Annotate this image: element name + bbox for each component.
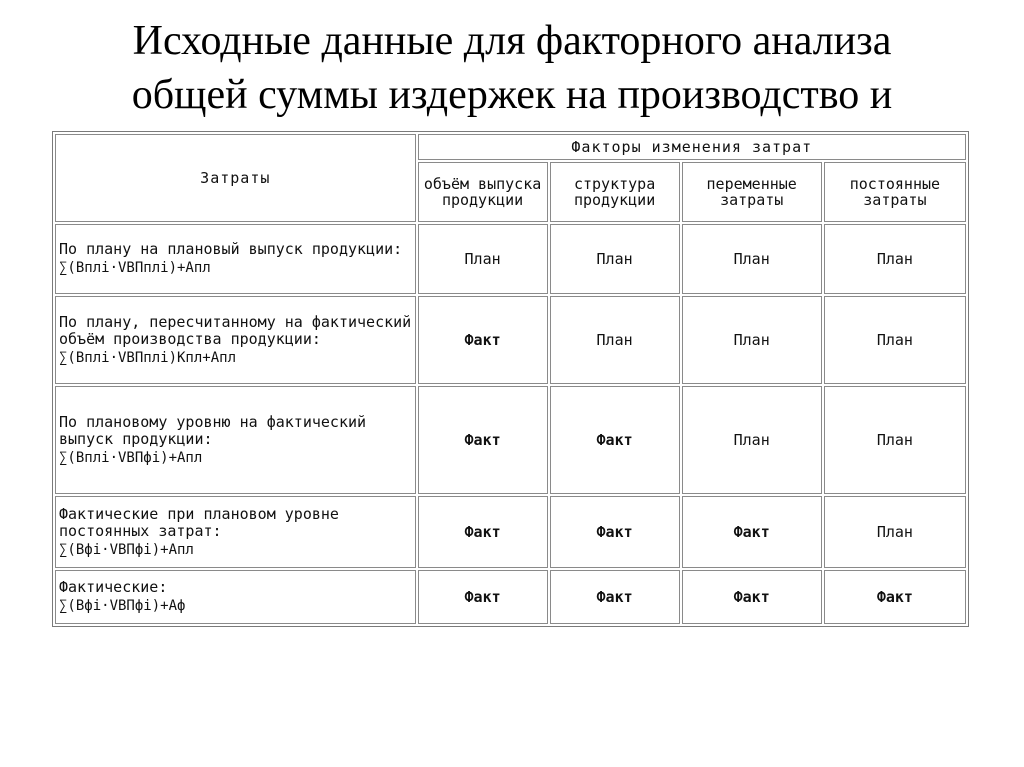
table-row [55,224,966,294]
table-cell: План [550,224,680,294]
table-cell: Факт [418,496,548,568]
row-label [55,570,416,624]
table-cell: План [824,386,966,494]
table-cell: Факт [682,496,822,568]
row-label [55,296,416,384]
table-row [55,296,966,384]
row-label [55,386,416,494]
slide-title [0,14,1024,122]
table-cell: План [824,224,966,294]
factor-col-variable-costs: переменные затраты [682,162,822,222]
row-label [55,224,416,294]
row-label-text: По плану на плановый выпуск продукции: [59,240,403,258]
table-cell: Факт [418,296,548,384]
table-cell: Факт [550,570,680,624]
table-cell: Факт [824,570,966,624]
table-cell: Факт [550,386,680,494]
row-formula: ∑(Bплi·VBПплi)+Aпл [59,260,211,276]
factors-header: Факторы изменения затрат [418,134,966,160]
table-cell: Факт [682,570,822,624]
table-cell: План [824,296,966,384]
table-cell: План [682,296,822,384]
factor-col-fixed-costs: постоянные затраты [824,162,966,222]
row-formula: ∑(Bфi·VBПфi)+Aф [59,598,186,614]
row-label-text: Фактические при плановом уровне постоянных затрат: [59,504,339,540]
factor-analysis-table [52,131,969,627]
row-formula: ∑(Bплi·VBПфi)+Aпл [59,449,203,466]
table-cell: План [550,296,680,384]
table-cell: Факт [418,386,548,494]
slide-title-line-1: Исходные данные для факторного анализа [132,18,892,64]
row-label-text: Фактические: [59,578,168,596]
row-formula: ∑(Bплi·VBПплi)Kпл+Aпл [59,349,237,366]
slide-title-line-2: общей суммы издержек на производство и [131,72,893,118]
table-row [55,570,966,624]
table-cell: План [682,386,822,494]
table-cell: Факт [418,570,548,624]
table-header-row [55,134,966,160]
row-formula: ∑(Bфi·VBПфi)+Aпл [59,541,194,558]
table-cell: План [824,496,966,568]
factor-col-volume: объём выпуска продукции [418,162,548,222]
table-cell: План [682,224,822,294]
costs-header: Затраты [55,134,416,222]
table-row [55,496,966,568]
row-label-text: По плану, пересчитанному на фактический объём производства продукции: [59,312,412,348]
factor-col-structure: структура продукции [550,162,680,222]
row-label [55,496,416,568]
table-row [55,386,966,494]
row-label-text: По плановому уровню на фактический выпуск продукции: [59,412,367,448]
table-cell: План [418,224,548,294]
table-cell: Факт [550,496,680,568]
